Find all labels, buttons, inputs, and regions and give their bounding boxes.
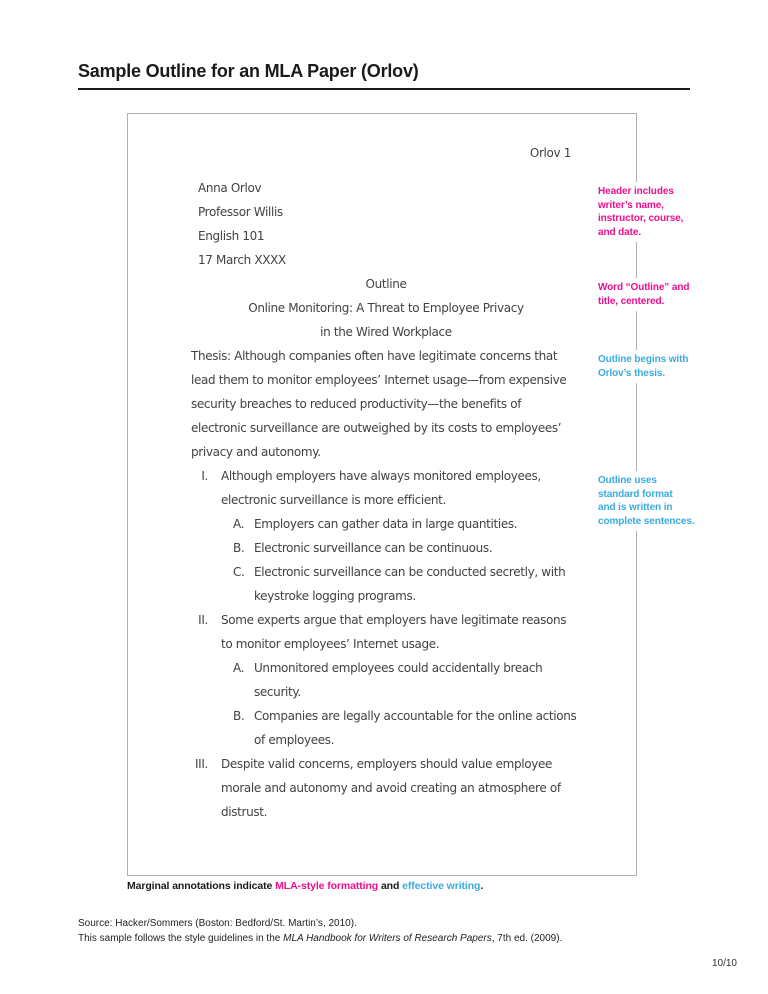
outline-letter: C. — [233, 565, 245, 579]
outline-subitem — [191, 536, 581, 560]
annotation-line: writer’s name, — [598, 199, 664, 211]
heading-line: Professor Willis — [198, 205, 283, 219]
outline-text: security. — [254, 685, 301, 699]
annotation-line: title, centered. — [598, 295, 665, 307]
outline-text: distrust. — [221, 805, 268, 819]
outline-item — [191, 752, 581, 776]
thesis-line: security breaches to reduced productivity—the benefits of — [191, 397, 522, 411]
thesis-line: electronic surveillance are outweighed by its costs to employees’ — [191, 421, 562, 435]
paper-content — [191, 176, 581, 824]
heading-line: English 101 — [198, 229, 265, 243]
outline-subitem — [191, 560, 581, 584]
outline-item — [191, 488, 581, 512]
thesis-line: lead them to monitor employees’ Internet usage—from expensive — [191, 373, 567, 387]
source-line-2-suffix: , 7th ed. (2009). — [491, 933, 563, 944]
annotation-line: standard format — [598, 488, 673, 500]
caption-writing-label: effective writing — [402, 880, 481, 892]
annotation-line: and date. — [598, 226, 641, 238]
annotation-line: complete sentences. — [598, 515, 695, 527]
sample-paper — [127, 113, 637, 876]
annotation-line: Header includes — [598, 186, 674, 197]
outline-numeral: I. — [201, 469, 208, 483]
outline-text: Although employers have always monitored employees, — [221, 469, 541, 483]
outline-subitem — [191, 584, 581, 608]
outline-item — [191, 776, 581, 800]
outline-label: Outline — [365, 277, 407, 291]
annotation-line: instructor, course, — [598, 213, 684, 224]
annotation-line: and is written in — [598, 502, 673, 513]
running-head: Orlov 1 — [529, 146, 571, 160]
outline-letter: B. — [233, 541, 245, 555]
outline-letter: A. — [233, 661, 245, 675]
thesis-line: Thesis: Although companies often have legitimate concerns that — [191, 349, 558, 363]
annotation-line: Word “Outline” and — [598, 282, 690, 293]
annotation-line: Outline uses — [598, 475, 657, 486]
outline-text: Companies are legally accountable for the online actions — [254, 709, 577, 723]
outline-subitem — [191, 680, 581, 704]
paper-title-line: in the Wired Workplace — [320, 325, 452, 339]
annotation-outline-title-note — [598, 278, 693, 311]
outline-item — [191, 632, 581, 656]
title-rule — [78, 88, 690, 90]
outline-text: Electronic surveillance can be continuous. — [254, 541, 493, 555]
outline-text: morale and autonomy and avoid creating an atmosphere of — [221, 781, 561, 795]
outline-subitem — [191, 656, 581, 680]
annotation-thesis-note — [598, 350, 692, 383]
caption-mla-label: MLA-style formatting — [275, 880, 379, 892]
outline-letter: A. — [233, 517, 245, 531]
heading-line: Anna Orlov — [198, 181, 262, 195]
annotation-header-note — [598, 182, 687, 242]
outline-letter: B. — [233, 709, 245, 723]
annotation-line: Orlov’s thesis. — [598, 367, 666, 379]
outline-text: Some experts argue that employers have legitimate reasons — [221, 613, 567, 627]
annotation-format-note — [598, 471, 698, 531]
page-title: Sample Outline for an MLA Paper (Orlov) — [78, 61, 419, 81]
outline-subitem — [191, 728, 581, 752]
outline-item — [191, 464, 581, 488]
outline-text: to monitor employees’ Internet usage. — [221, 637, 440, 651]
outline-item — [191, 800, 581, 824]
caption-suffix: . — [480, 880, 484, 892]
outline-text: Despite valid concerns, employers should value employee — [221, 757, 553, 771]
outline-text: Electronic surveillance can be conducted secretly, with — [254, 565, 566, 579]
outline-text: Employers can gather data in large quantities. — [254, 517, 518, 531]
page-indicator: 10/10 — [711, 958, 737, 969]
caption-prefix: Marginal annotations indicate — [127, 880, 276, 892]
source-line-2 — [78, 931, 562, 946]
outline-text: of employees. — [254, 733, 335, 747]
paper-title-line: Online Monitoring: A Threat to Employee Privacy — [248, 301, 524, 315]
source-line-2-title: MLA Handbook for Writers of Research Papers — [283, 933, 492, 944]
outline-subitem — [191, 704, 581, 728]
outline-numeral: II. — [198, 613, 208, 627]
annotations-caption — [127, 880, 483, 892]
source-credit — [78, 916, 562, 946]
outline-numeral: III. — [194, 757, 208, 771]
outline-text: keystroke logging programs. — [254, 589, 416, 603]
outline-subitem — [191, 512, 581, 536]
thesis-line: privacy and autonomy. — [191, 445, 321, 459]
outline-text: electronic surveillance is more efficient. — [221, 493, 447, 507]
caption-middle: and — [378, 880, 403, 892]
outline-text: Unmonitored employees could accidentally breach — [254, 661, 543, 675]
outline-item — [191, 608, 581, 632]
source-line-2-prefix: This sample follows the style guidelines in the — [78, 933, 284, 944]
annotation-line: Outline begins with — [598, 354, 689, 365]
source-line-1: Source: Hacker/Sommers (Boston: Bedford/St. Martin’s, 2010). — [78, 918, 357, 929]
heading-line: 17 March XXXX — [198, 253, 286, 267]
